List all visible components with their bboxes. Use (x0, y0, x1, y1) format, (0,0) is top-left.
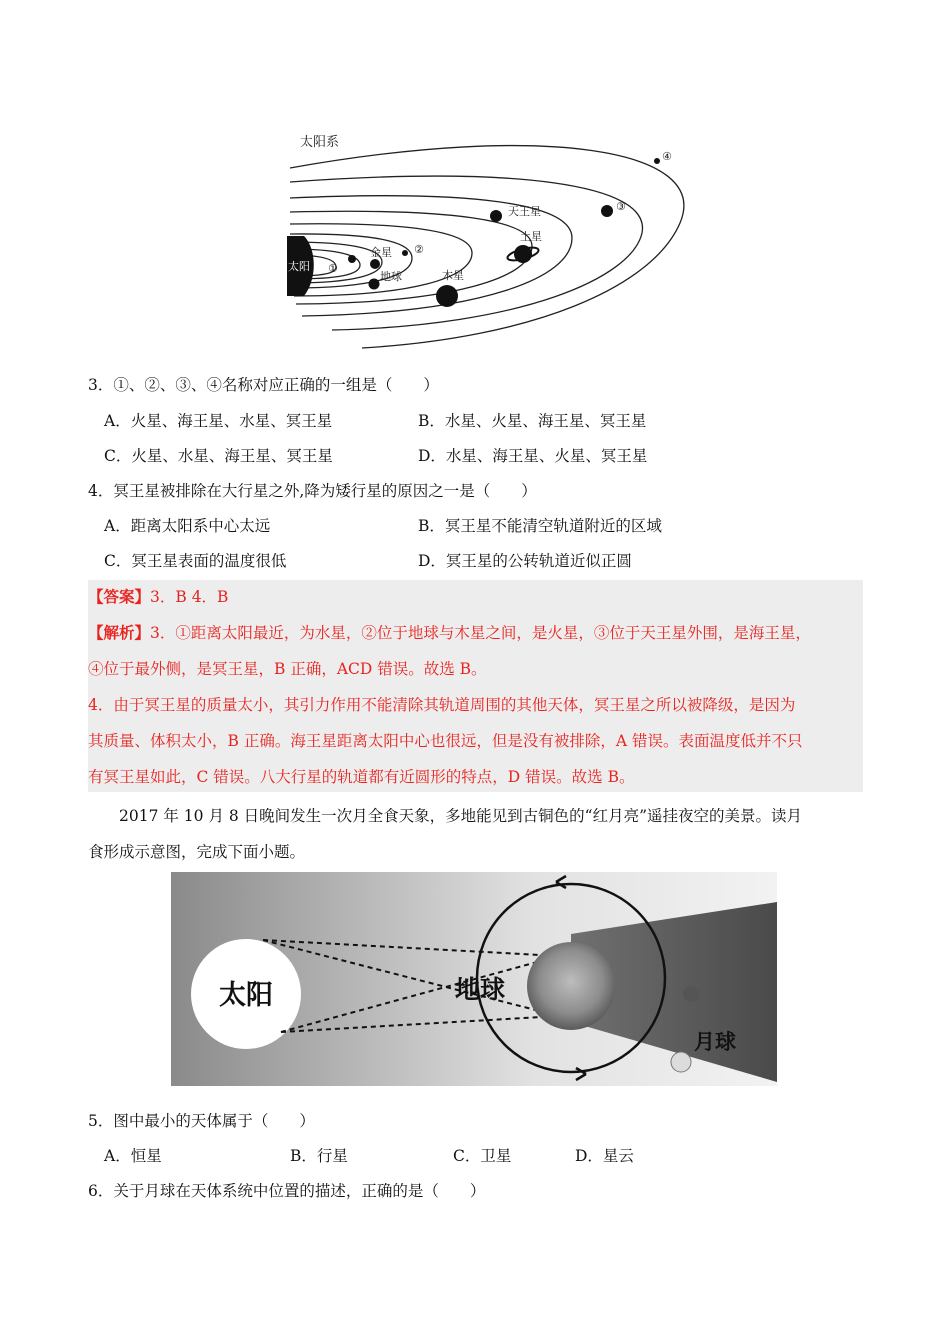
answer-box (88, 580, 863, 792)
earth-globe (527, 942, 615, 1030)
marker-3: ③ (616, 200, 626, 213)
q5-option-b: B．行星 (290, 1147, 348, 1165)
question-6-stem: 6．关于月球在天体系统中位置的描述，正确的是（ ） (88, 1182, 486, 1200)
earth-dot (370, 259, 380, 269)
saturn-dot (514, 245, 532, 263)
earth-label: 地球 (380, 270, 402, 283)
uranus-label: 天王星 (508, 205, 541, 218)
q4-option-c: C．冥王星表面的温度很低 (104, 552, 287, 570)
analysis-line-5: 有冥王星如此，C 错误。八大行星的轨道都有近圆形的特点，D 错误。故选 B。 (88, 768, 635, 786)
moon-shadow-spot (683, 986, 699, 1002)
q3-option-b: B．水星、火星、海王星、冥王星 (418, 412, 647, 430)
q3-option-d: D．水星、海王星、火星、冥王星 (418, 447, 648, 465)
orbit-4 (290, 146, 684, 348)
q3-option-a: A．火星、海王星、水星、冥王星 (104, 412, 333, 430)
analysis-line-2: ④位于最外侧，是冥王星，B 正确，ACD 错误。故选 B。 (88, 660, 487, 678)
moon-disc (671, 1052, 691, 1072)
eclipse-sun-label: 太阳 (219, 980, 273, 1011)
eclipse-earth-label: 地球 (455, 975, 506, 1004)
venus-label: 金星 (370, 246, 392, 259)
answer-label: 【答案】 (88, 587, 151, 606)
planet-3-dot (601, 205, 613, 217)
marker-2: ② (414, 243, 424, 256)
answer-line (88, 586, 228, 608)
analysis-label: 【解析】 (88, 623, 151, 642)
sun-label: 太阳 (288, 260, 310, 273)
question-4-stem: 4．冥王星被排除在大行星之外,降为矮行星的原因之一是（ ） (88, 482, 537, 500)
venus-dot (348, 255, 356, 263)
marker-1: ① (328, 262, 338, 275)
diagram-title: 太阳系 (300, 135, 340, 150)
lunar-eclipse-diagram (171, 872, 777, 1086)
intro-line-2: 食形成示意图，完成下面小题。 (88, 843, 306, 861)
q4-option-d: D．冥王星的公转轨道近似正圆 (418, 552, 632, 570)
q3-option-c: C．火星、水星、海王星、冥王星 (104, 447, 333, 465)
eclipse-moon-label: 月球 (694, 1030, 736, 1054)
question-3-stem: 3．①、②、③、④名称对应正确的一组是（ ） (88, 376, 439, 394)
marker-4: ④ (662, 150, 672, 163)
question-5-stem: 5．图中最小的天体属于（ ） (88, 1112, 315, 1130)
q4-option-b: B．冥王星不能清空轨道附近的区域 (418, 517, 662, 535)
analysis-line-3: 4．由于冥王星的质量太小，其引力作用不能清除其轨道周围的其他天体，冥王星之所以被降级，是因为 (88, 696, 796, 714)
q5-option-c: C．卫星 (453, 1147, 512, 1165)
q5-option-d: D．星云 (575, 1147, 634, 1165)
intro-line-1: 2017 年 10 月 8 日晚间发生一次月全食天象，多地能见到古铜色的“红月亮”遥挂夜空的美景。读月 (119, 807, 803, 825)
analysis-text-1: 3．①距离太阳最近，为水星，②位于地球与木星之间，是火星，③位于天王星外围，是海王星， (150, 624, 811, 642)
analysis-line-1 (88, 622, 811, 644)
planet-2-dot (402, 250, 408, 256)
jupiter-label: 木星 (442, 269, 464, 282)
q5-option-a: A．恒星 (104, 1147, 162, 1165)
orbit-saturn (290, 211, 532, 304)
jupiter-dot (436, 285, 458, 307)
saturn-label: 土星 (520, 230, 542, 243)
q4-option-a: A．距离太阳系中心太远 (104, 517, 271, 535)
planet-4-dot (654, 158, 660, 164)
uranus-dot (490, 210, 502, 222)
analysis-line-4: 其质量、体积太小，B 正确。海王星距离太阳中心也很远，但是没有被排除，A 错误。表面温度低并不只 (88, 732, 803, 750)
solar-system-diagram (282, 128, 692, 354)
earth-dot-lower (369, 279, 380, 290)
answer-text: 3．B 4．B (150, 588, 229, 606)
